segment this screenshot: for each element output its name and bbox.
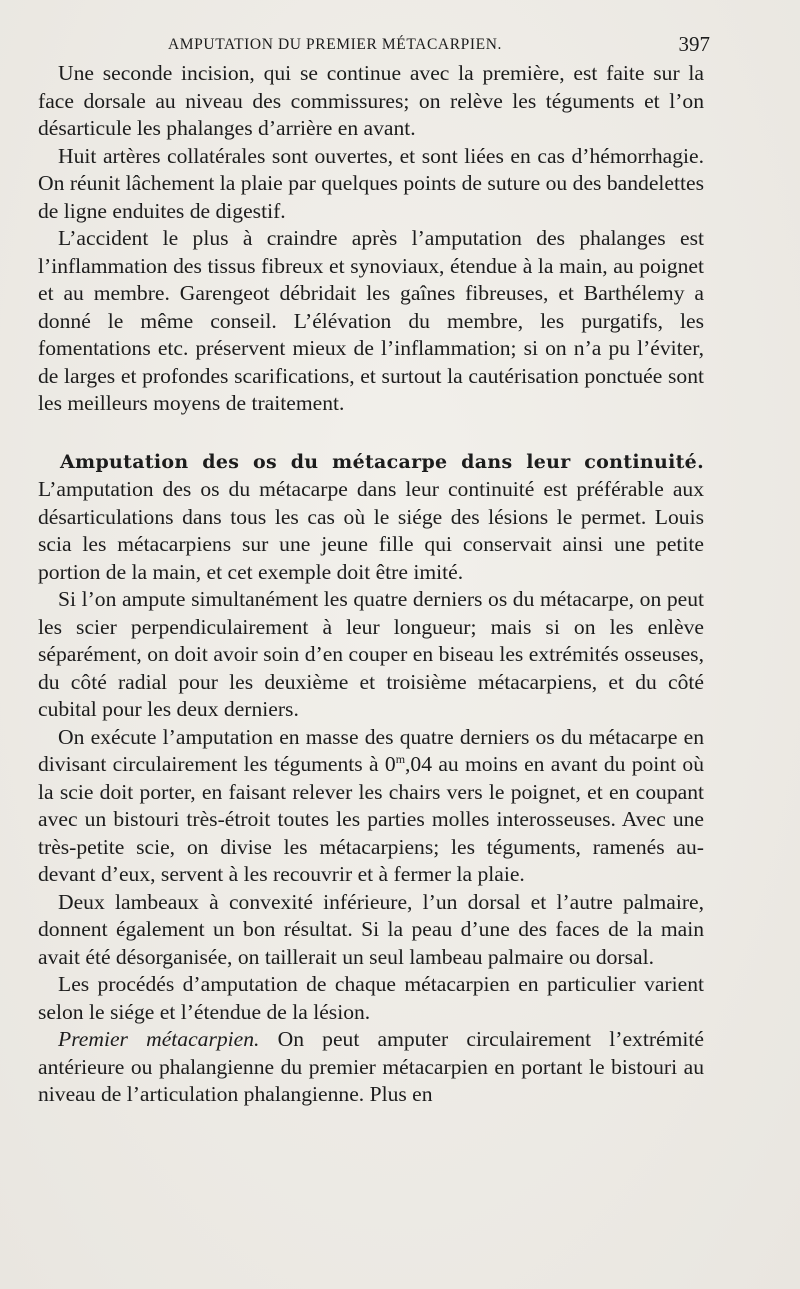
paragraph-4 bbox=[38, 448, 704, 587]
unit-superscript: m bbox=[395, 751, 406, 766]
paragraph-7: Deux lambeaux à convexité inférieure, l’un dorsal et l’autre palmaire, donnent également un bon résultat. Si la peau d’une des faces de la main avait été désorganisée, on taillerait un seul lambeau palmaire ou dorsal. bbox=[38, 889, 704, 969]
paragraph-1: Une seconde incision, qui se continue avec la première, est faite sur la face dorsale au niveau des commissures; on relève les téguments et l’on désarticule les phalanges d’arrière en avant. bbox=[38, 61, 704, 140]
paragraph-6-start: On exécute l’amputation en masse des quatre derniers os du métacarpe en divisant circulairement les téguments à 0 bbox=[38, 724, 704, 776]
page-header bbox=[38, 30, 710, 60]
subsection-title: Premier métacarpien. bbox=[58, 1027, 260, 1051]
running-title: AMPUTATION DU PREMIER MÉTACARPIEN. bbox=[168, 36, 502, 53]
paragraph-6 bbox=[38, 724, 704, 889]
paragraph-8: Les procédés d’amputation de chaque métacarpien en particulier varient selon le siége et l’étendue de la lésion. bbox=[38, 972, 704, 1024]
paragraph-5: Si l’on ampute simultanément les quatre derniers os du métacarpe, on peut les scier perpendiculairement à leur longueur; mais si on les enlève séparément, on doit avoir soin d’en couper en biseau les extrémités osseuses, du côté radial pour les deuxième et troisième métacarpiens, et du côté cubital pour les deux derniers. bbox=[38, 587, 704, 721]
section-heading: Amputation des os du métacarpe dans leur continuité. bbox=[60, 450, 704, 473]
paragraph-6-rest: ,04 au moins en avant du point où la scie doit porter, en faisant relever les chairs vers le poignet, et en coupant avec un bistouri très-étroit toutes les parties molles interosseuses. Avec une très-petite scie, on divise les métacarpiens; les téguments, ramenés au-devant d’eux, servent à les recouvrir et à fermer la plaie. bbox=[38, 752, 704, 886]
body-text bbox=[38, 60, 704, 1109]
page-number: 397 bbox=[678, 32, 710, 56]
paragraph-2: Huit artères collatérales sont ouvertes, et sont liées en cas d’hémorrhagie. On réunit lâchement la plaie par quelques points de suture ou des bandelettes de ligne enduites de digestif. bbox=[38, 143, 704, 223]
paragraph-9 bbox=[38, 1026, 704, 1109]
paragraph-3: L’accident le plus à craindre après l’amputation des phalanges est l’inflammation des tissus fibreux et synoviaux, étendue à la main, au poignet et au membre. Garengeot débridait les gaînes fibreuses, et Barthélemy a donné le même conseil. L’élévation du membre, les purgatifs, les fomentations etc. préservent mieux de l’inflammation; si on n’a pu l’éviter, de larges et profondes scarifications, et surtout la cautérisation ponctuée sont les meilleurs moyens de traitement. bbox=[38, 226, 704, 415]
paragraph-4-text: L’amputation des os du métacarpe dans leur continuité est préférable aux désarticulations dans tous les cas où le siége des lésions le permet. Louis scia les métacarpiens sur une jeune fille qui conservait ainsi une petite portion de la main, et cet exemple doit être imité. bbox=[38, 477, 704, 584]
paragraph-9-text: On peut amputer circulairement l’extrémité antérieure ou phalangienne du premier métacarpien en portant le bistouri au niveau de l’articulation phalangienne. Plus en bbox=[38, 1027, 704, 1106]
